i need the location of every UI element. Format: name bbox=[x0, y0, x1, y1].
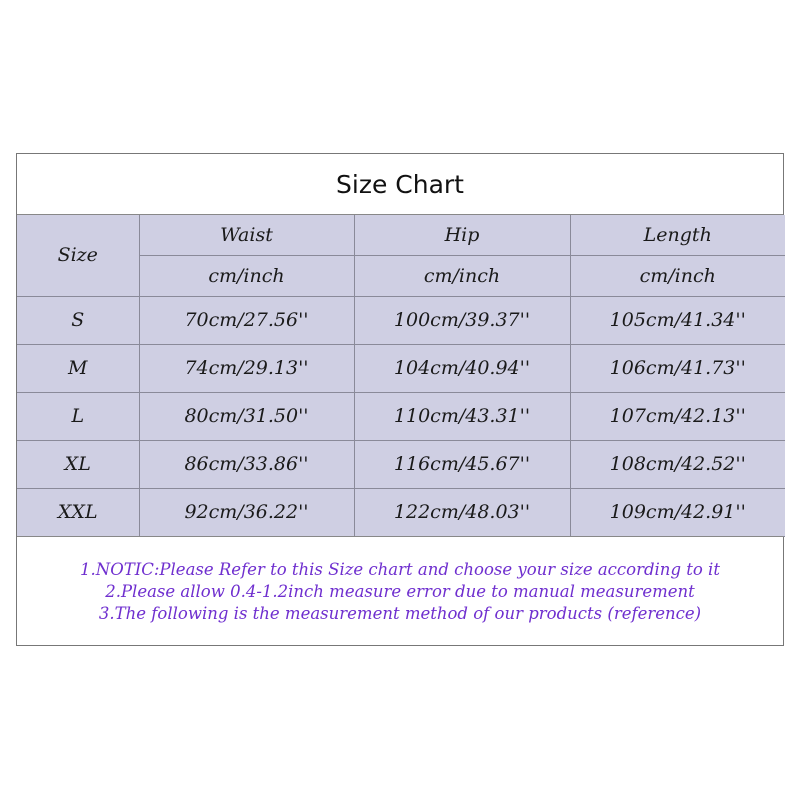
waist-cell: 80cm/31.50'' bbox=[139, 392, 354, 440]
length-cell: 109cm/42.91'' bbox=[570, 488, 785, 536]
size-cell: M bbox=[17, 344, 139, 392]
waist-cell: 92cm/36.22'' bbox=[139, 488, 354, 536]
length-cell: 107cm/42.13'' bbox=[570, 392, 785, 440]
size-cell: S bbox=[17, 296, 139, 344]
column-header-waist: Waist bbox=[139, 215, 354, 255]
size-cell: L bbox=[17, 392, 139, 440]
size-chart bbox=[16, 153, 784, 646]
notes-section bbox=[17, 536, 783, 645]
size-table bbox=[17, 215, 785, 537]
hip-cell: 110cm/43.31'' bbox=[354, 392, 570, 440]
note-3: 3.The following is the measurement method of our products (reference) bbox=[98, 603, 702, 623]
length-cell: 108cm/42.52'' bbox=[570, 440, 785, 488]
hip-cell: 116cm/45.67'' bbox=[354, 440, 570, 488]
unit-hip: cm/inch bbox=[354, 255, 570, 296]
note-2: 2.Please allow 0.4-1.2inch measure error due to manual measurement bbox=[105, 581, 695, 601]
header-row bbox=[17, 215, 785, 255]
size-cell: XXL bbox=[17, 488, 139, 536]
table-row bbox=[17, 392, 785, 440]
table-row bbox=[17, 296, 785, 344]
column-header-hip: Hip bbox=[354, 215, 570, 255]
table-row bbox=[17, 440, 785, 488]
size-cell: XL bbox=[17, 440, 139, 488]
waist-cell: 74cm/29.13'' bbox=[139, 344, 354, 392]
note-1: 1.NOTIC:Please Refer to this Size chart and choose your size according to it bbox=[80, 559, 720, 579]
chart-title: Size Chart bbox=[17, 154, 783, 215]
unit-length: cm/inch bbox=[570, 255, 785, 296]
column-header-length: Length bbox=[570, 215, 785, 255]
waist-cell: 70cm/27.56'' bbox=[139, 296, 354, 344]
table-row bbox=[17, 344, 785, 392]
size-header: Size bbox=[17, 215, 139, 296]
waist-cell: 86cm/33.86'' bbox=[139, 440, 354, 488]
length-cell: 106cm/41.73'' bbox=[570, 344, 785, 392]
hip-cell: 122cm/48.03'' bbox=[354, 488, 570, 536]
unit-waist: cm/inch bbox=[139, 255, 354, 296]
hip-cell: 104cm/40.94'' bbox=[354, 344, 570, 392]
length-cell: 105cm/41.34'' bbox=[570, 296, 785, 344]
hip-cell: 100cm/39.37'' bbox=[354, 296, 570, 344]
table-row bbox=[17, 488, 785, 536]
